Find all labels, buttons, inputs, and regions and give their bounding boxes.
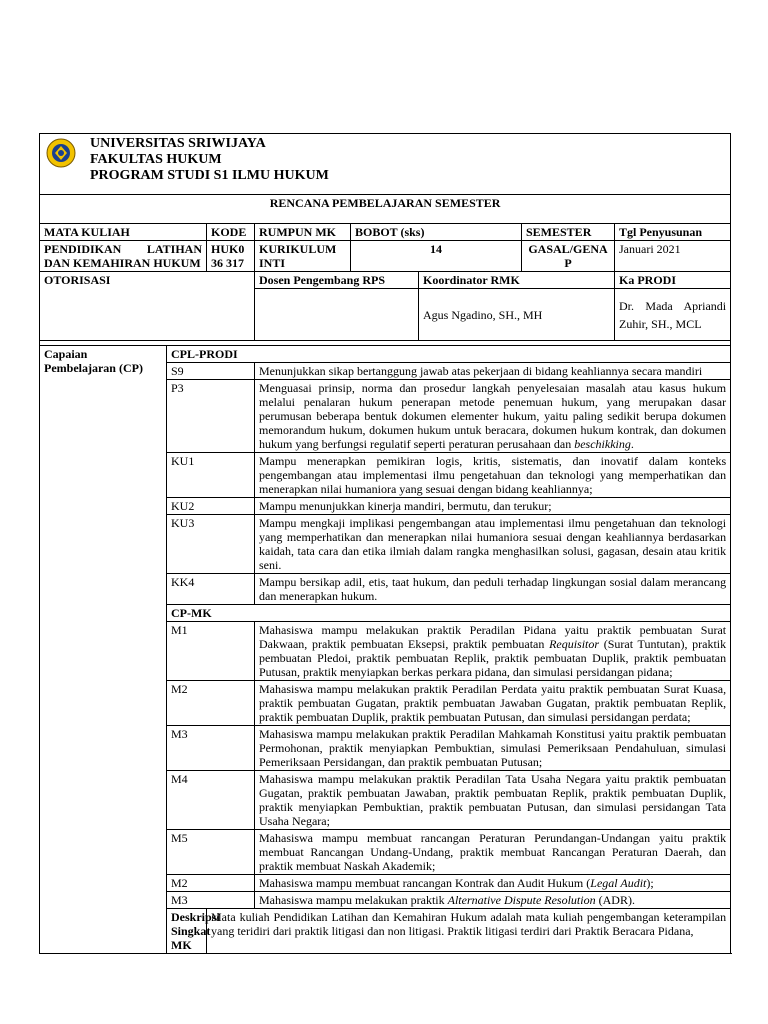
cpmk-text: Mahasiswa mampu melakukan praktik Peradilan Perdata yaitu praktik pembuatan Surat Kuasa, praktik pembuatan Gugatan, praktik pembuatan Jawaban Gugatan, praktik pembuatan Replik, praktik pembuatan Duplik, praktik pembuatan Putusan, dan simulasi persidangan perdata; xyxy=(255,681,731,726)
cpmk-code: M2 xyxy=(167,875,255,892)
bobot-header: BOBOT (sks) xyxy=(351,224,522,241)
tgl-value: Januari 2021 xyxy=(615,241,731,272)
cpl-text: Menunjukkan sikap bertanggung jawab atas pekerjaan di bidang keahliannya secara mandiri xyxy=(255,363,731,380)
kaprodi-value: Dr. Mada Apriandi Zuhir, SH., MCL xyxy=(615,289,731,341)
cp-label: Capaian Pembelajaran (CP) xyxy=(40,346,167,380)
cpmk-code: M3 xyxy=(167,726,255,771)
cpl-text: Mampu menunjukkan kinerja mandiri, bermutu, dan terukur; xyxy=(255,498,731,515)
cpl-title: CPL-PRODI xyxy=(167,346,731,363)
cpmk-code: M1 xyxy=(167,622,255,681)
cpl-code: KK4 xyxy=(167,574,255,605)
header-block xyxy=(40,134,731,195)
university-name: UNIVERSITAS SRIWIJAYA xyxy=(90,136,266,151)
cpmk-text: Mahasiswa mampu membuat rancangan Peraturan Perundangan-Undangan yaitu praktik membuat Rancangan Undang-Undang, praktik membuat Rancangan Peraturan Daerah, dan praktik membuat Naskah Akademik; xyxy=(255,830,731,875)
university-logo-icon xyxy=(46,138,76,168)
tgl-header: Tgl Penyusunan xyxy=(615,224,731,241)
kode-header: KODE xyxy=(207,224,255,241)
cpmk-text: Mahasiswa mampu melakukan praktik Peradilan Tata Usaha Negara yaitu praktik pembuatan Gugatan, praktik pembuatan Jawaban, praktik pembuatan Replik, praktik pembuatan Duplik, praktik menyiapkan Pembuktian, praktik pembuatan Putusan, dan simulasi persidangan Tata Usaha Negara; xyxy=(255,771,731,830)
rps-document xyxy=(39,133,730,954)
dosen-value xyxy=(255,289,419,341)
kode-value: HUK036 317 xyxy=(207,241,255,272)
cpmk-code: M4 xyxy=(167,771,255,830)
cp-label-continuation xyxy=(40,380,167,954)
koordinator-header: Koordinator RMK xyxy=(419,272,615,289)
cpmk-title: CP-MK xyxy=(167,605,731,622)
cpmk-text: Mahasiswa mampu membuat rancangan Kontrak dan Audit Hukum (Legal Audit); xyxy=(255,875,731,892)
mk-header: MATA KULIAH xyxy=(40,224,207,241)
program-name: PROGRAM STUDI S1 ILMU HUKUM xyxy=(90,168,329,183)
cpmk-text: Mahasiswa mampu melakukan praktik Alternative Dispute Resolution (ADR). xyxy=(255,892,731,909)
bobot-value: 14 xyxy=(351,241,522,272)
cpmk-text: Mahasiswa mampu melakukan praktik Peradilan Pidana yaitu praktik pembuatan Surat Dakwaan, praktik pembuatan Eksepsi, praktik pembuatan Requisitor (Surat Tuntutan), praktik pembuatan Pledoi, praktik pembuatan Replik, praktik pembuatan Duplik, praktik pembuatan Putusan, praktik menyiapkan berkas perkara pidana, dan simulasi persidangan pidana; xyxy=(255,622,731,681)
doc-title: RENCANA PEMBELAJARAN SEMESTER xyxy=(40,195,731,224)
koordinator-value: Agus Ngadino, SH., MH xyxy=(419,289,615,341)
cpl-text: Mampu menerapkan pemikiran logis, kritis, sistematis, dan inovatif dalam konteks pengembangan atau implementasi ilmu pengetahuan dan teknologi yang memperhatikan dan menerapkan nilai humaniora yang sesuai dengan bidang keahliannya; xyxy=(255,453,731,498)
kaprodi-header: Ka PRODI xyxy=(615,272,731,289)
cpl-text: Mampu bersikap adil, etis, taat hukum, dan peduli terhadap lingkungan sosial dalam merancang dan menerapkan hukum. xyxy=(255,574,731,605)
cpl-code: KU1 xyxy=(167,453,255,498)
cpl-code: S9 xyxy=(167,363,255,380)
faculty-name: FAKULTAS HUKUM xyxy=(90,152,222,167)
cpl-code: P3 xyxy=(167,380,255,453)
rumpun-header: RUMPUN MK xyxy=(255,224,351,241)
semester-header: SEMESTER xyxy=(522,224,615,241)
deskripsi-label: Deskripsi Singkat MK xyxy=(167,909,207,954)
cpmk-code: M5 xyxy=(167,830,255,875)
cpl-code: KU2 xyxy=(167,498,255,515)
rumpun-value: KURIKULUM INTI xyxy=(255,241,351,272)
dosen-header: Dosen Pengembang RPS xyxy=(255,272,419,289)
deskripsi-text: Mata kuliah Pendidikan Latihan dan Kemahiran Hukum adalah mata kuliah pengembangan keterampilan yang teridiri dari praktik litigasi dan non litigasi. Praktik litigasi terdiri dari Praktik Beracara Pidana, xyxy=(207,909,731,954)
cpmk-code: M3 xyxy=(167,892,255,909)
cpl-text: Menguasai prinsip, norma dan prosedur langkah penyelesaian masalah atau kasus hukum melalui penalaran hukum penerapan metode penemuan hukum, yang merupakan dasar perumusan beberapa bentuk dokumen elementer hukum, yaitu paling sedikit berupa dokumen memorandum hukum, dokumen hukum untuk beracara, dokumen hukum kontrak, dan dokumen hukum yang berfungsi regulatif seperti peraturan perusahaan dan beschikking. xyxy=(255,380,731,453)
otorisasi-label: OTORISASI xyxy=(40,272,255,341)
cpmk-code: M2 xyxy=(167,681,255,726)
cpl-code: KU3 xyxy=(167,515,255,574)
mk-value: PENDIDIKAN LATIHAN DAN KEMAHIRAN HUKUM xyxy=(40,241,207,272)
cpmk-text: Mahasiswa mampu melakukan praktik Peradilan Mahkamah Konstitusi yaitu praktik pembuatan Permohonan, praktik menyiapkan Pembuktian, simulasi Pemeriksaan Pendahuluan, simulasi Pemeriksaan Persidangan, dan praktik pembuatan Putusan; xyxy=(255,726,731,771)
rps-table xyxy=(39,133,731,954)
cpl-text: Mampu mengkaji implikasi pengembangan atau implementasi ilmu pengetahuan dan teknologi yang memperhatikan dan menerapkan nilai humaniora sesuai dengan keahliannya berdasarkan kaidah, tata cara dan etika ilmiah dalam rangka menghasilkan solusi, gagasan, desain atau kritik seni. xyxy=(255,515,731,574)
semester-value: GASAL/GENAP xyxy=(522,241,615,272)
